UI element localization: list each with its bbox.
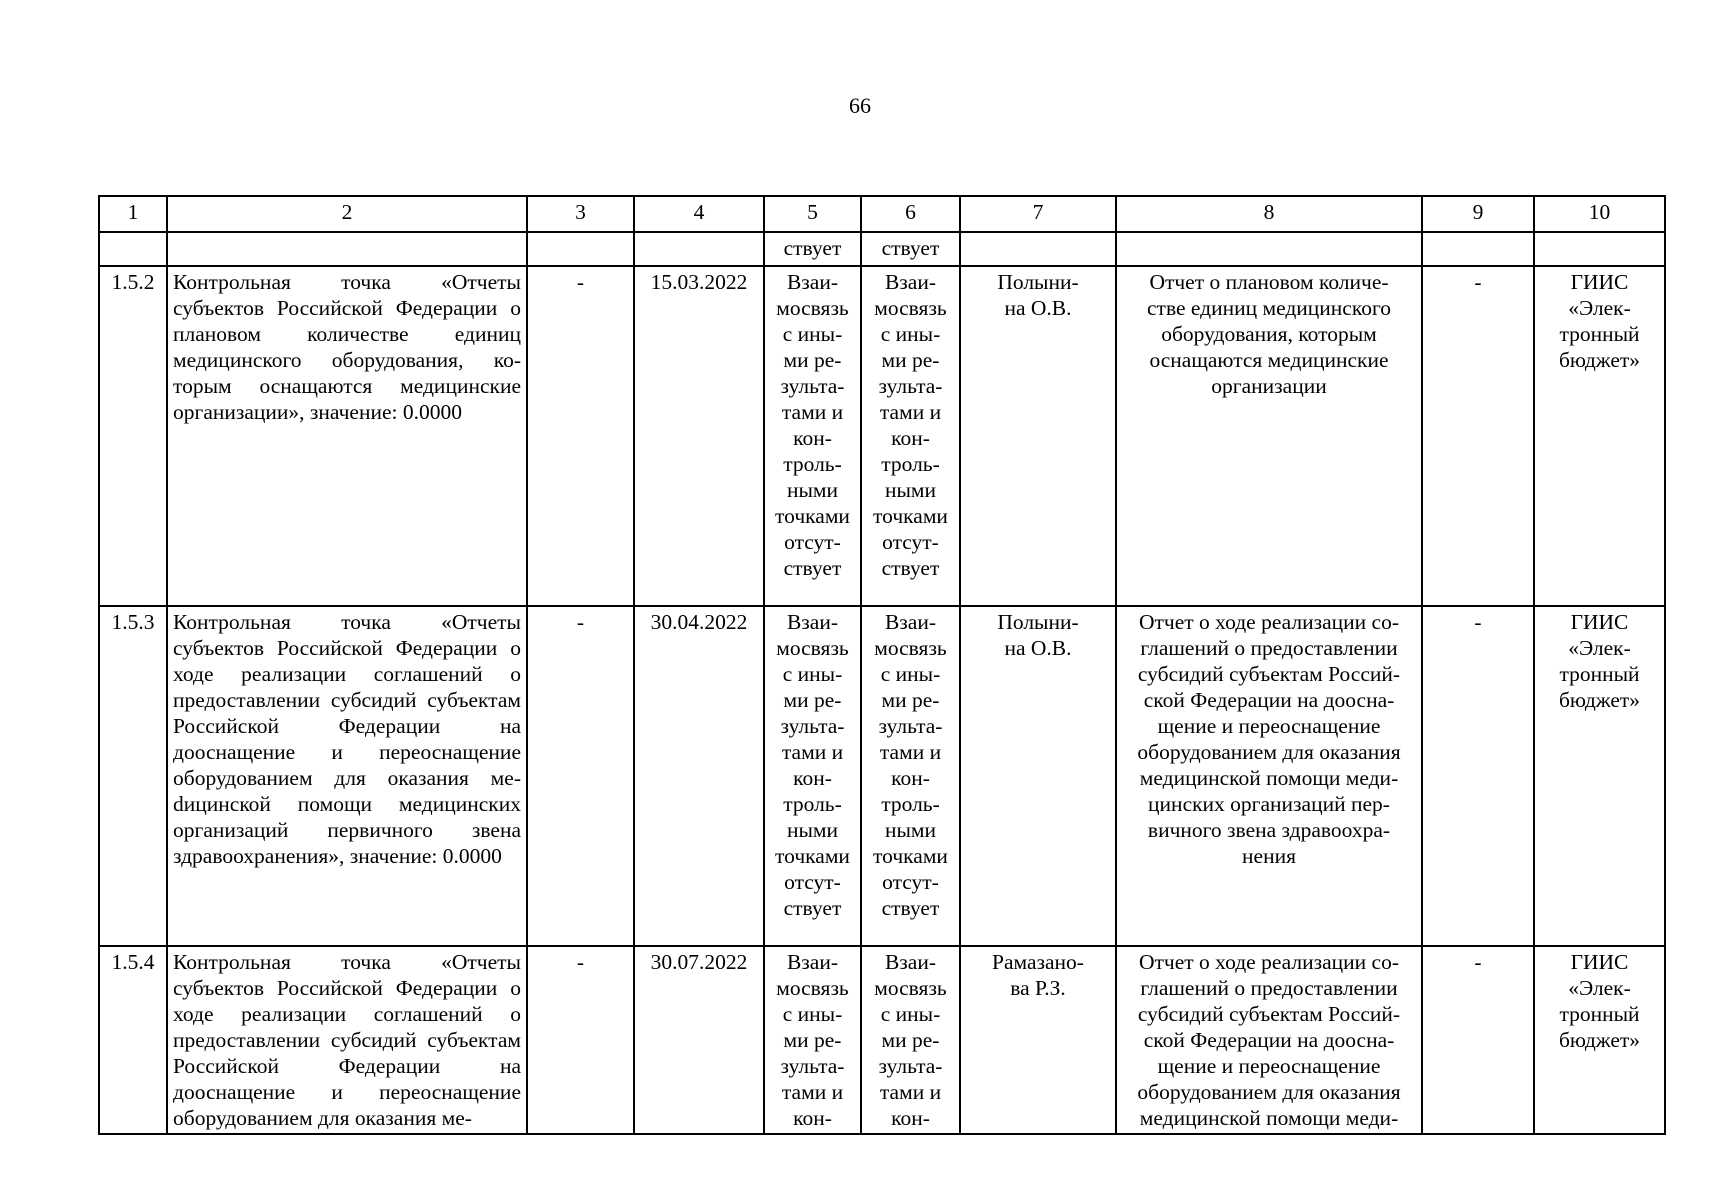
table-cell — [960, 232, 1116, 266]
table-cell — [167, 232, 527, 266]
table-cell: - — [527, 606, 634, 946]
table-cell: - — [527, 946, 634, 1134]
column-header: 8 — [1116, 196, 1422, 232]
document-cell: Отчет о ходе реализации со- глашений о предоставлении субсидий субъектам Россий- ской Федерации на доосна- щение и переоснащение оборудованием для оказания медицинской помощи меди- — [1116, 946, 1422, 1134]
table-cell — [634, 232, 764, 266]
responsible-cell: Полыни- на О.В. — [960, 266, 1116, 606]
table-cell: - — [1422, 606, 1534, 946]
table-cell: ствует — [861, 232, 960, 266]
control-points-table — [98, 195, 1666, 1135]
control-point-name: Контрольная точка «Отчеты субъектов Российской Федерации о ходе реализации соглашений о предоставлении субсидий субъектам Российской Федерации на дооснащение и переоснащение оборудованием для оказания меdицинской помощи медицинских организаций первичного звена здравоохранения», значение: 0.0000 — [167, 606, 527, 946]
control-point-name: Контрольная точка «Отчеты субъектов Российской Федерации о ходе реализации соглашений о предоставлении субсидий субъектам Российской Федерации на дооснащение и переоснащение оборудованием для оказания ме- — [167, 946, 527, 1134]
page-number: 66 — [849, 93, 871, 118]
column-header: 1 — [99, 196, 167, 232]
column-header: 4 — [634, 196, 764, 232]
relation-cell: Взаи- мосвязь с ины- ми ре- зульта- тами и кон- троль- ными точками отсут- ствует — [764, 266, 861, 606]
column-header: 2 — [167, 196, 527, 232]
table-cell: - — [1422, 266, 1534, 606]
continuation-row — [99, 232, 1665, 266]
system-cell: ГИИС «Элек- тронный бюджет» — [1534, 946, 1665, 1134]
column-header: 6 — [861, 196, 960, 232]
relation-cell: Взаи- мосвязь с ины- ми ре- зульта- тами и кон- троль- ными точками отсут- ствует — [861, 606, 960, 946]
relation-cell: Взаи- мосвязь с ины- ми ре- зульта- тами и кон- — [764, 946, 861, 1134]
row-number: 1.5.4 — [99, 946, 167, 1134]
document-cell: Отчет о плановом количе- стве единиц медицинского оборудования, которым оснащаются медицинские организации — [1116, 266, 1422, 606]
row-number: 1.5.2 — [99, 266, 167, 606]
table-cell: - — [527, 266, 634, 606]
table-cell — [527, 232, 634, 266]
date-cell: 30.07.2022 — [634, 946, 764, 1134]
table-row — [99, 946, 1665, 1134]
row-number: 1.5.3 — [99, 606, 167, 946]
column-header: 9 — [1422, 196, 1534, 232]
system-cell: ГИИС «Элек- тронный бюджет» — [1534, 606, 1665, 946]
table-cell — [1422, 232, 1534, 266]
date-cell: 30.04.2022 — [634, 606, 764, 946]
table-row — [99, 266, 1665, 606]
table-cell: ствует — [764, 232, 861, 266]
table-cell: - — [1422, 946, 1534, 1134]
table-cell — [1116, 232, 1422, 266]
responsible-cell: Рамазано- ва Р.З. — [960, 946, 1116, 1134]
column-header: 10 — [1534, 196, 1665, 232]
column-number-row — [99, 196, 1665, 232]
responsible-cell: Полыни- на О.В. — [960, 606, 1116, 946]
table-cell — [1534, 232, 1665, 266]
relation-cell: Взаи- мосвязь с ины- ми ре- зульта- тами и кон- троль- ными точками отсут- ствует — [861, 266, 960, 606]
relation-cell: Взаи- мосвязь с ины- ми ре- зульта- тами и кон- троль- ными точками отсут- ствует — [764, 606, 861, 946]
relation-cell: Взаи- мосвязь с ины- ми ре- зульта- тами и кон- — [861, 946, 960, 1134]
column-header: 7 — [960, 196, 1116, 232]
document-cell: Отчет о ходе реализации со- глашений о предоставлении субсидий субъектам Россий- ской Федерации на доосна- щение и переоснащение оборудованием для оказания медицинской помощи меди- цинских организаций пер- вичного звена здравоохра- нения — [1116, 606, 1422, 946]
date-cell: 15.03.2022 — [634, 266, 764, 606]
column-header: 5 — [764, 196, 861, 232]
system-cell: ГИИС «Элек- тронный бюджет» — [1534, 266, 1665, 606]
table-row — [99, 606, 1665, 946]
column-header: 3 — [527, 196, 634, 232]
table-cell — [99, 232, 167, 266]
control-point-name: Контрольная точка «Отчеты субъектов Российской Федерации о плановом количестве единиц медицинского оборудования, которым оснащаются медицинские организации», значение: 0.0000 — [167, 266, 527, 606]
